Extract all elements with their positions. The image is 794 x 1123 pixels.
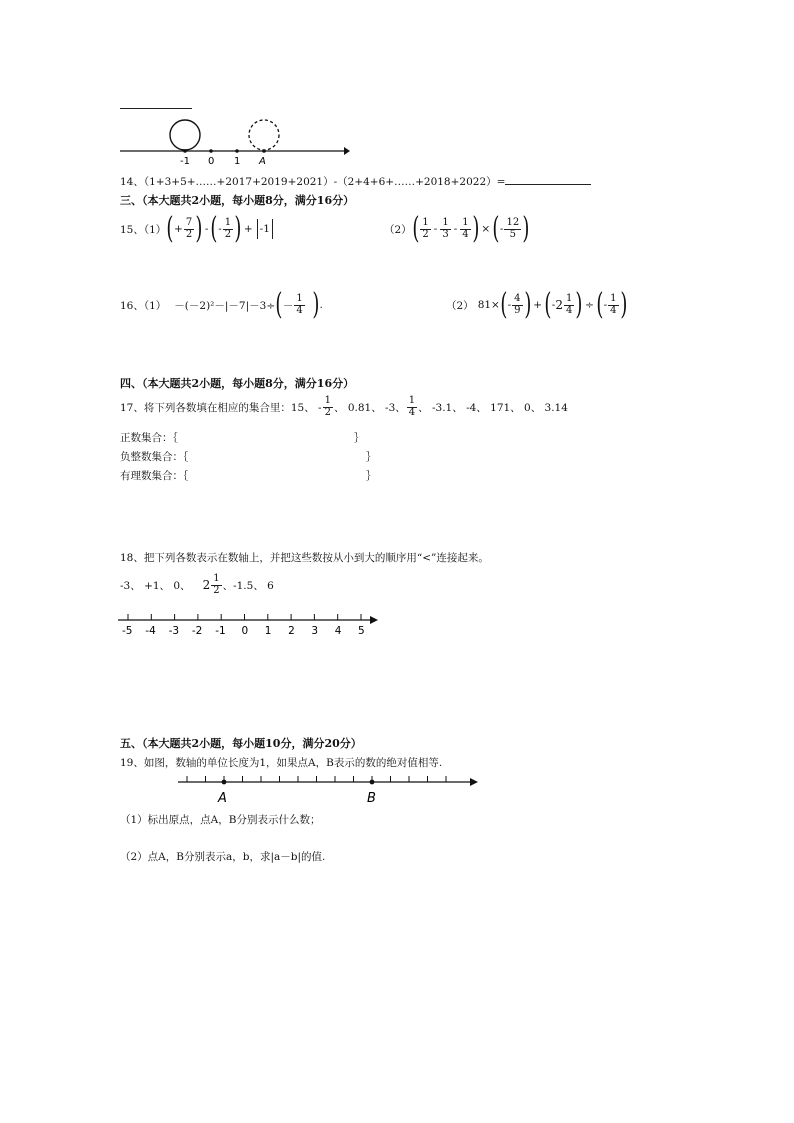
fraction: $\frac{1}{3}$	[442, 217, 449, 240]
set-positive[interactable]: 正数集合：｛ ｝	[120, 432, 365, 444]
numberline-arrow	[344, 147, 350, 155]
fraction: $\frac{1}{2}$	[224, 217, 232, 240]
question-16-part1: 16、（1） －(－2)²－|－7|－3÷ ( － $\frac{1}{4}$ ) .	[120, 287, 323, 322]
tick-label: 4	[334, 625, 342, 637]
fraction: $\frac{1}{2}$	[213, 573, 220, 596]
point-label-a: A	[259, 156, 266, 167]
fraction: $\frac{1}{2}$	[324, 395, 331, 418]
q18-numbers: -3、 +1、 0、 2 $\frac{1}{2}$ 、-1.5、 6	[120, 573, 274, 596]
point-b-dot	[370, 780, 375, 785]
fraction: $\frac{12}{5}$	[506, 217, 520, 240]
question-15-part2: （2） ( $\frac{1}{2}$ - $\frac{1}{3}$ - $\frac{1}{4}$ ) × ( - $\frac{12}{5}$ )	[384, 211, 530, 246]
question-15-part1: 15、（1） ( + $\frac{7}{2}$ ) - ( - $\frac{1}{2}$ ) + -1	[120, 214, 275, 244]
tick-label: -2	[191, 625, 203, 637]
tick-label: 2	[288, 625, 295, 637]
q19-sub2: （2）点A，B分别表示a，b，求|a－b|的值.	[120, 851, 326, 863]
fraction: $\frac{1}{4}$	[462, 217, 469, 240]
solid-circle	[170, 120, 200, 150]
fraction: $\frac{4}{9}$	[514, 293, 521, 316]
question-19: 19、如图，数轴的单位长度为1，如果点A，B表示的数的绝对值相等.	[120, 757, 443, 769]
tick-label: 5	[358, 625, 365, 637]
q15-label: 15、（1）	[120, 223, 167, 236]
point-a-dot	[222, 780, 227, 785]
fraction: $\frac{1}{4}$	[565, 293, 573, 316]
fraction: $\frac{1}{4}$	[296, 293, 303, 316]
point-a-label: A	[218, 791, 227, 806]
question-16-part2: （2） 81× ( - $\frac{4}{9}$ ) + ( - 2 $\frac{1}{4}$ ) ÷ ( - $\frac{1}{4}$ )	[446, 287, 627, 322]
tick-label: 0	[241, 625, 249, 637]
dashed-circle	[249, 120, 279, 150]
fraction: $\frac{1}{2}$	[422, 217, 429, 240]
rolling-circle-figure	[118, 116, 350, 168]
set-rational[interactable]: 有理数集合：｛ ｝	[120, 470, 377, 482]
section-3-title: 三、（本大题共2小题，每小题8分，满分16分）	[120, 194, 355, 207]
q14-text: 14、（1+3+5+……+2017+2019+2021）-（2+4+6+……+2018+2022）=	[120, 176, 506, 188]
point-b-label: B	[367, 791, 376, 806]
q19-sub1: （1）标出原点，点A，B分别表示什么数；	[120, 814, 321, 826]
section-5-title: 五、（本大题共2小题，每小题10分，满分20分）	[120, 737, 362, 750]
question-14	[120, 174, 591, 189]
tick-label: -3	[168, 625, 180, 637]
q14-answer-blank[interactable]	[505, 184, 591, 185]
tick-label: 3	[311, 625, 319, 637]
section-4-title: 四、（本大题共2小题，每小题8分，满分16分）	[120, 377, 355, 390]
q13-answer-blank[interactable]	[120, 108, 192, 109]
fraction: $\frac{1}{4}$	[610, 293, 617, 316]
question-18: 18、把下列各数表示在数轴上，并把这些数按从小到大的顺序用“<”连接起来。	[120, 552, 489, 564]
fraction: $\frac{1}{4}$	[408, 395, 416, 418]
q19-number-line	[176, 773, 480, 807]
q16-label: 16、（1）	[120, 299, 167, 312]
set-negative-integer[interactable]: 负整数集合：｛ ｝	[120, 451, 377, 463]
tick-label: -5	[122, 625, 133, 637]
tick-label: -4	[145, 625, 156, 637]
tick-label: -1	[180, 156, 190, 167]
q18-number-line[interactable]	[116, 610, 380, 640]
tick-label: 1	[264, 625, 272, 637]
tick-label: -1	[215, 625, 226, 637]
question-17: 17、将下列各数填在相应的集合里：15、 - $\frac{1}{2}$ 、 0.81、 -3、 $\frac{1}{4}$ 、 -3.1、 -4、 171、 0、 3.14	[120, 395, 568, 418]
tick-label: 0	[208, 156, 215, 167]
tick-label: 1	[234, 156, 241, 167]
fraction: $\frac{7}{2}$	[185, 217, 193, 240]
